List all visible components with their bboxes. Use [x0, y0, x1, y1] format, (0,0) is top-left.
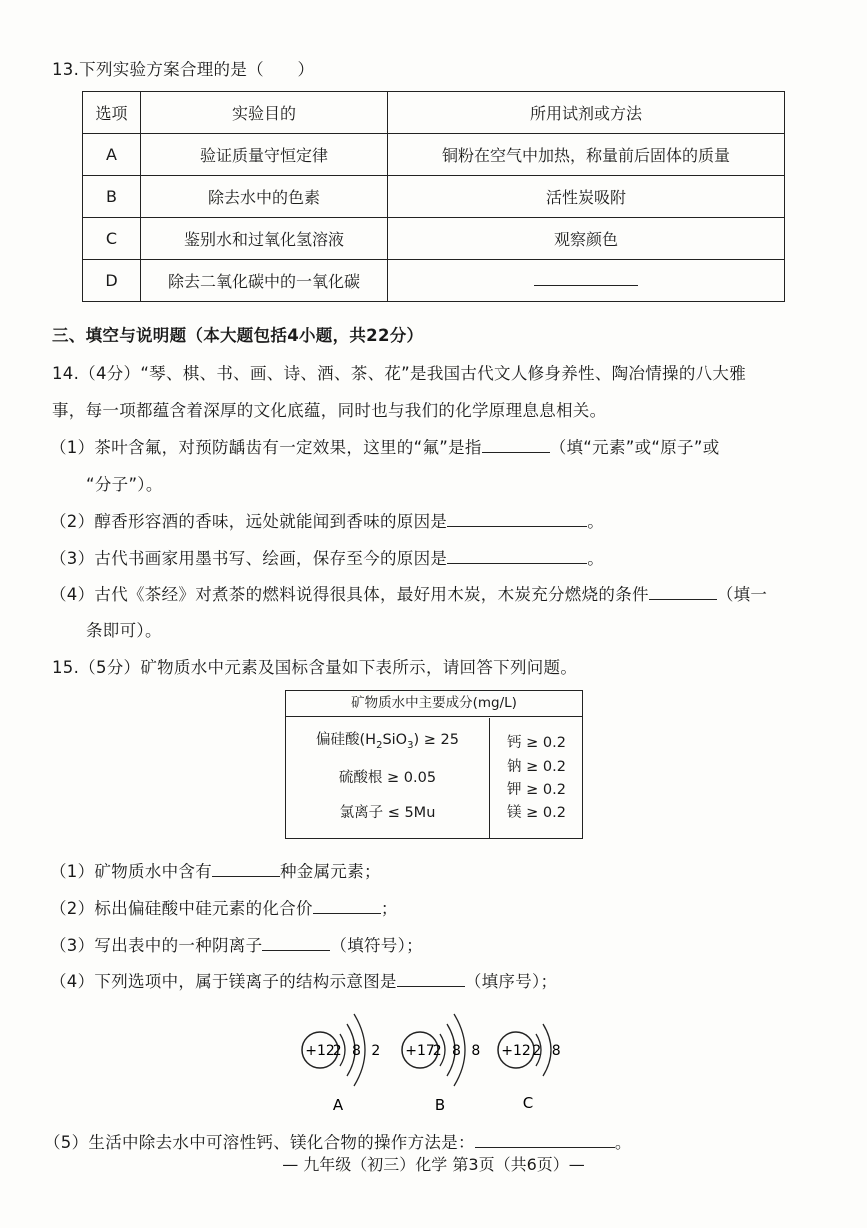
row-method: 铜粉在空气中加热，称量前后固体的质量 [388, 134, 785, 176]
q14-part4-end: （填一 [716, 585, 768, 604]
q15-part4-end: （填序号）； [464, 972, 558, 991]
header-method: 所用试剂或方法 [388, 92, 785, 134]
answer-blank[interactable] [475, 1133, 615, 1148]
q14-stem-line1: 14.（4分）“琴、棋、书、画、诗、酒、茶、花”是我国古代文人修身养性、陶冶情操的八大雅 [52, 364, 747, 383]
sulfate-row: 硫酸根 ≥ 0.05 [338, 770, 437, 786]
q15-part4-text: （4）下列选项中，属于镁离子的结构示意图是 [50, 972, 397, 991]
answer-blank[interactable] [534, 271, 638, 286]
q15-part2-end: ； [380, 899, 398, 918]
row-option: D [83, 260, 141, 302]
q14-part1 [50, 434, 720, 458]
q14-part2-text: （2）醇香形容酒的香味，远处就能闻到香味的原因是 [50, 512, 448, 531]
answer-blank[interactable] [212, 862, 280, 877]
row-option: B [83, 176, 141, 218]
atom-diagram-a [302, 1014, 383, 1114]
answer-blank[interactable] [313, 899, 381, 914]
q15-stem: 15.（5分）矿物质水中元素及国标含量如下表所示，请回答下列问题。 [52, 658, 578, 677]
metasilicic-acid-row [286, 728, 489, 751]
mineral-table-title: 矿物质水中主要成分(mg/L) [286, 691, 582, 717]
q15-part2 [50, 895, 398, 919]
text: SiO [382, 732, 408, 748]
atom-diagram-b [402, 1014, 483, 1114]
q13-table [82, 91, 785, 302]
row-option: A [83, 134, 141, 176]
table-row [83, 134, 785, 176]
q15-part5-end: 。 [614, 1133, 632, 1152]
option-label: C [522, 1094, 534, 1112]
q15-part5-text: （5）生活中除去水中可溶性钙、镁化合物的操作方法是： [44, 1133, 475, 1152]
q15-part2-text: （2）标出偏硅酸中硅元素的化合价 [50, 899, 313, 918]
q15-part3-text: （3）写出表中的一种阴离子 [50, 936, 263, 955]
subscript: 3 [407, 739, 414, 751]
answer-blank[interactable] [649, 585, 717, 600]
answer-blank[interactable] [482, 438, 550, 453]
row-goal: 验证质量守恒定律 [141, 134, 388, 176]
calcium-row: 钙 ≥ 0.2 [507, 735, 566, 751]
mineral-water-table [285, 690, 583, 839]
q15-part3-end: （填符号）； [330, 936, 423, 955]
q15-part1 [50, 858, 381, 882]
q15-part1-end: 种金属元素； [280, 862, 381, 881]
nucleus-charge: +12 [501, 1043, 531, 1059]
row-method: 活性炭吸附 [388, 176, 785, 218]
row-goal: 除去水中的色素 [141, 176, 388, 218]
q14-part4-cont: 条即可）。 [86, 621, 162, 640]
row-goal: 除去二氧化碳中的一氧化碳 [141, 260, 388, 302]
q14-part2-end: 。 [587, 512, 605, 531]
text: ) ≥ 25 [413, 732, 459, 748]
option-label: B [434, 1096, 446, 1114]
q14-part3-end: 。 [587, 549, 605, 568]
q14-part1-text-end: （填“元素”或“原子”或 [549, 438, 720, 457]
text: 偏硅酸(H [316, 732, 377, 748]
option-label: A [332, 1096, 344, 1114]
row-method: 观察颜色 [388, 218, 785, 260]
page-footer: — 九年级（初三）化学 第3页（共6页）— [282, 1155, 585, 1174]
q14-part3 [50, 545, 604, 569]
row-goal: 鉴别水和过氧化氢溶液 [141, 218, 388, 260]
q14-part2 [50, 508, 604, 532]
atom-diagram-c [498, 1024, 564, 1112]
magnesium-row: 镁 ≥ 0.2 [507, 805, 566, 821]
table-header-row [83, 92, 785, 134]
subscript: 2 [376, 739, 383, 751]
atom-structure-diagrams [290, 998, 590, 1118]
potassium-row: 钾 ≥ 0.2 [507, 782, 566, 798]
q14-part1-cont: “分子”）。 [86, 475, 163, 494]
sodium-row: 钠 ≥ 0.2 [507, 759, 566, 775]
q14-part3-text: （3）古代书画家用墨书写、绘画，保存至今的原因是 [50, 549, 448, 568]
mineral-table-left [286, 718, 490, 838]
header-goal: 实验目的 [141, 92, 388, 134]
q15-part3 [50, 932, 423, 956]
q14-part4-text: （4）古代《茶经》对煮茶的燃料说得很具体，最好用木炭，木炭充分燃烧的条件 [50, 585, 649, 604]
mineral-table-right [491, 718, 582, 838]
answer-blank[interactable] [397, 972, 465, 987]
table-row [83, 176, 785, 218]
q15-part1-text: （1）矿物质水中含有 [50, 862, 212, 881]
electron-counts: 2 8 8 [432, 1043, 484, 1059]
q14-part1-text: （1）茶叶含氟，对预防龋齿有一定效果，这里的“氟”是指 [50, 438, 482, 457]
row-method-blank[interactable] [388, 260, 785, 302]
q15-part5 [44, 1129, 632, 1153]
table-row [83, 260, 785, 302]
nucleus-charge: +17 [405, 1043, 435, 1059]
q14-stem-line2: 事，每一项都蕴含着深厚的文化底蕴，同时也与我们的化学原理息息相关。 [52, 401, 607, 420]
chloride-row: 氯离子 ≤ 5Mu [339, 805, 436, 821]
q15-part4 [50, 968, 557, 992]
table-row [83, 218, 785, 260]
answer-blank[interactable] [447, 512, 587, 527]
q14-part4 [50, 581, 767, 605]
electron-counts: 2 8 [532, 1043, 564, 1059]
nucleus-charge: +12 [305, 1043, 335, 1059]
answer-blank[interactable] [262, 936, 330, 951]
electron-counts: 2 8 2 [332, 1043, 384, 1059]
answer-blank[interactable] [447, 549, 587, 564]
q13-stem: 13.下列实验方案合理的是（ ） [52, 60, 315, 79]
header-option: 选项 [83, 92, 141, 134]
section-heading: 三、填空与说明题（本大题包括4小题，共22分） [52, 326, 424, 345]
row-option: C [83, 218, 141, 260]
